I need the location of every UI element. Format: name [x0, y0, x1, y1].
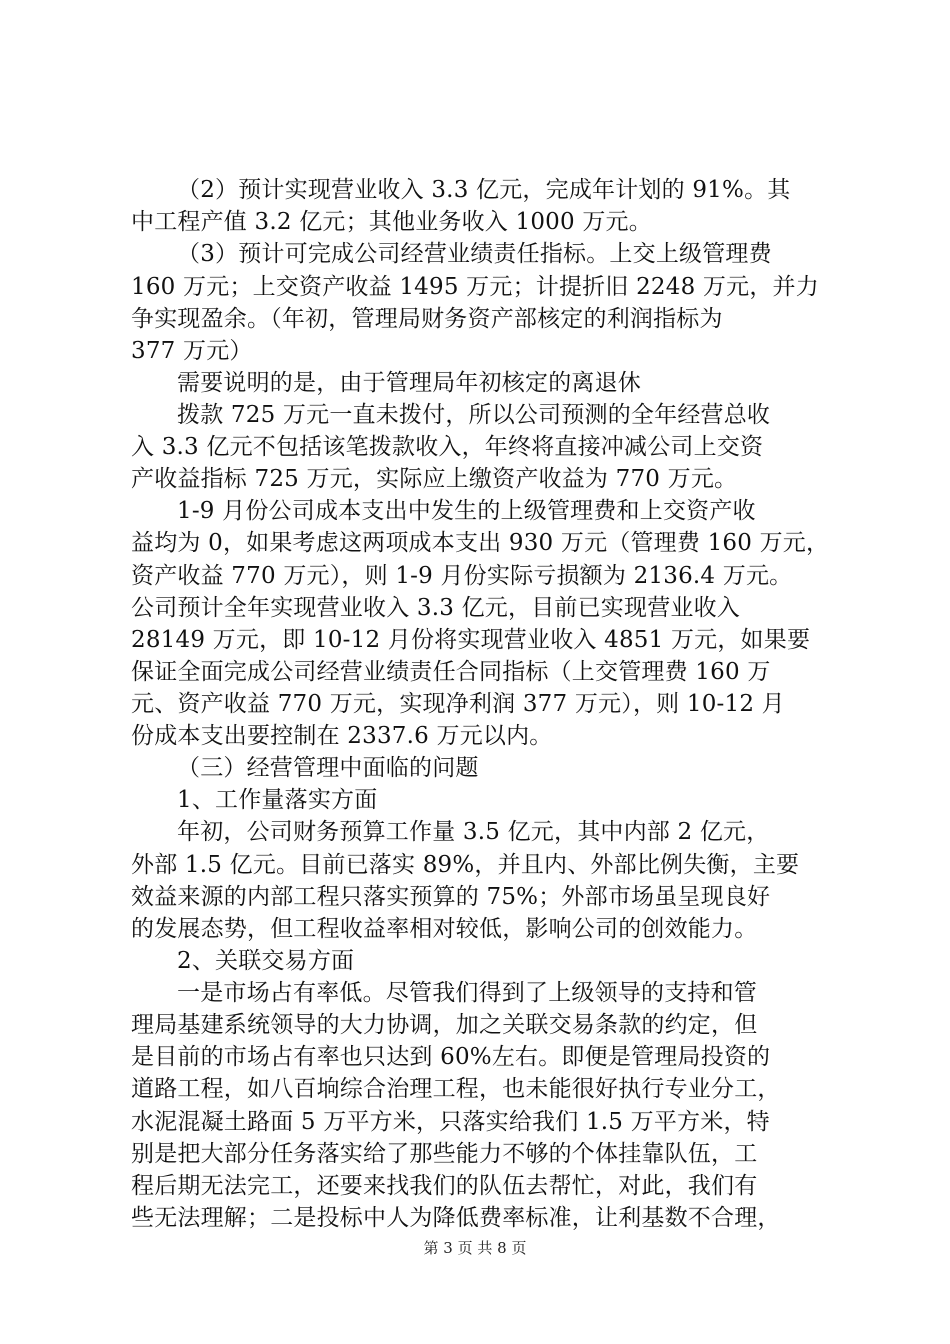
text-line: （3）预计可完成公司经营业绩责任指标。上交上级管理费 [177, 241, 772, 267]
text-line: 些无法理解；二是投标中人为降低费率标准，让利基数不合理， [131, 1205, 781, 1231]
text-line: 元、资产收益 770 万元，实现净利润 377 万元），则 10-12 月 [131, 691, 785, 717]
text-line: 的发展态势，但工程收益率相对较低，影响公司的创效能力。 [131, 916, 758, 942]
text-line: 水泥混凝土路面 5 万平方米，只落实给我们 1.5 万平方米，特 [131, 1109, 770, 1135]
text-line: 道路工程，如八百垧综合治理工程，也未能很好执行专业分工， [131, 1076, 781, 1102]
text-line: 别是把大部分任务落实给了那些能力不够的个体挂靠队伍，工 [131, 1141, 758, 1167]
page-footer: 第 3 页 共 8 页 [423, 1239, 527, 1257]
text-line: 争实现盈余。（年初，管理局财务资产部核定的利润指标为 [131, 306, 723, 332]
text-line: 公司预计全年实现营业收入 3.3 亿元，目前已实现营业收入 [131, 595, 740, 621]
text-line: （2）预计实现营业收入 3.3 亿元，完成年计划的 91%。其 [177, 177, 791, 203]
text-line: 160 万元；上交资产收益 1495 万元；计提折旧 2248 万元，并力 [131, 274, 819, 300]
subsection-heading: 1、工作量落实方面 [177, 787, 378, 813]
text-line: 年初，公司财务预算工作量 3.5 亿元，其中内部 2 亿元， [177, 819, 770, 845]
text-line: 拨款 725 万元一直未拨付，所以公司预测的全年经营总收 [177, 402, 771, 428]
text-line: 377 万元） [131, 338, 253, 364]
text-line: 保证全面完成公司经营业绩责任合同指标（上交管理费 160 万 [131, 659, 771, 685]
text-line: 外部 1.5 亿元。目前已落实 89%，并且内、外部比例失衡，主要 [131, 852, 800, 878]
text-line: 效益来源的内部工程只落实预算的 75%；外部市场虽呈现良好 [131, 884, 771, 910]
text-line: 是目前的市场占有率也只达到 60%左右。即便是管理局投资的 [131, 1044, 771, 1070]
text-line: 入 3.3 亿元不包括该笔拨款收入，年终将直接冲减公司上交资 [131, 434, 764, 460]
text-line: 理局基建系统领导的大力协调，加之关联交易条款的约定，但 [131, 1012, 758, 1038]
section-heading: （三）经营管理中面临的问题 [177, 755, 479, 781]
text-line: 需要说明的是，由于管理局年初核定的离退休 [177, 370, 641, 396]
text-line: 28149 万元，即 10-12 月份将实现营业收入 4851 万元，如果要 [131, 627, 811, 653]
text-line: 份成本支出要控制在 2337.6 万元以内。 [131, 723, 553, 749]
text-line: 一是市场占有率低。尽管我们得到了上级领导的支持和管 [177, 980, 757, 1006]
text-line: 资产收益 770 万元），则 1-9 月份实际亏损额为 2136.4 万元。 [131, 563, 793, 589]
text-line: 程后期无法完工，还要来找我们的队伍去帮忙，对此，我们有 [131, 1173, 758, 1199]
text-line: 中工程产值 3.2 亿元；其他业务收入 1000 万元。 [131, 209, 652, 235]
subsection-heading: 2、关联交易方面 [177, 948, 355, 974]
text-line: 产收益指标 725 万元，实际应上缴资产收益为 770 万元。 [131, 466, 738, 492]
text-line: 益均为 0，如果考虑这两项成本支出 930 万元（管理费 160 万元， [131, 530, 830, 556]
text-line: 1-9 月份公司成本支出中发生的上级管理费和上交资产收 [177, 498, 756, 524]
